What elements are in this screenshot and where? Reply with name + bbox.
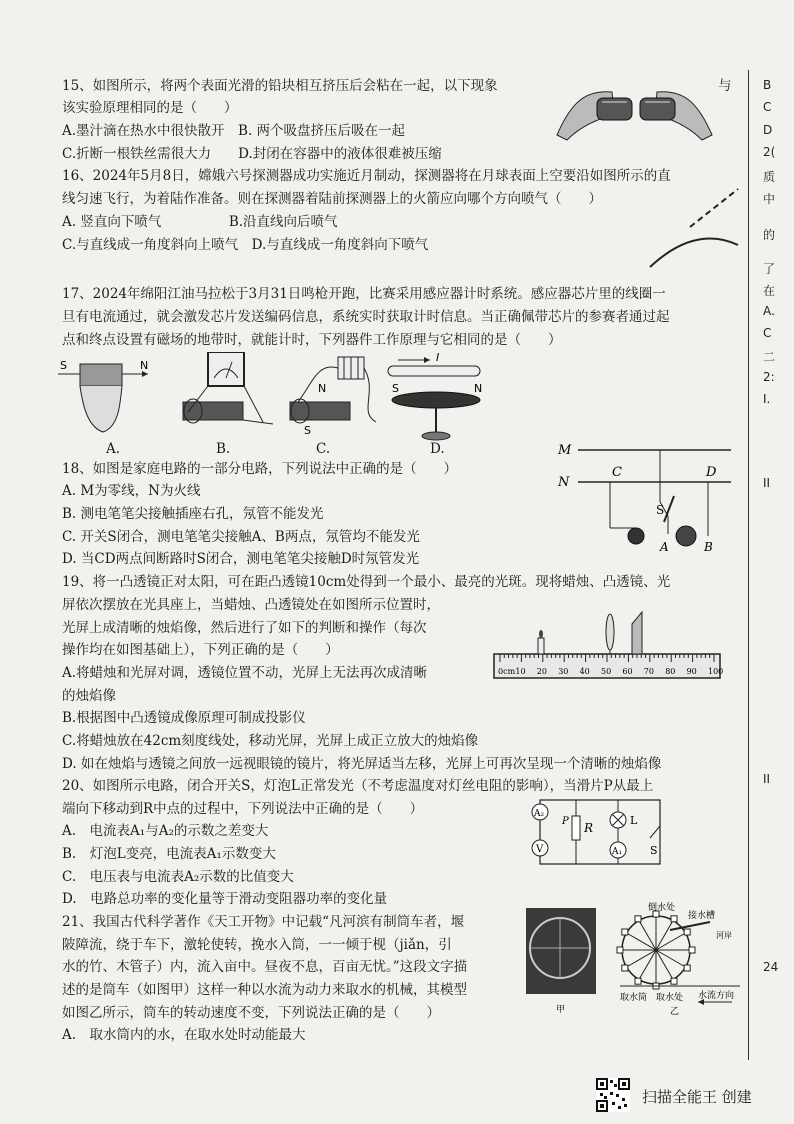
q18-fig-s: S <box>656 503 665 517</box>
q16-moon-trajectory-figure <box>640 185 740 270</box>
q21-line4: 述的是筒车（如图甲）这样一种以水流为动力来取水的机械，其模型 <box>62 982 467 998</box>
q20-option-c: C. 电压表与电流表A₂示数的比值变大 <box>62 869 294 885</box>
q17-fig-d-i: I <box>436 352 440 364</box>
ruler-label: 20 <box>536 667 547 676</box>
q17-fig-d-s: S <box>392 382 399 395</box>
wheel-bucket <box>684 929 690 935</box>
q15-line2: 该实验原理相同的是（ ） <box>62 100 238 116</box>
rc-16: 24 <box>763 960 779 974</box>
q17-fig-a <box>58 359 148 432</box>
q17-line1: 17、2024年绵阳江油马拉松于3月31日鸣枪开跑，比赛采用感应器计时系统。感应器芯片里的线圈一 <box>62 286 666 302</box>
wheel-bucket <box>622 929 628 935</box>
q18-fig-n: N <box>558 475 570 490</box>
q17-label-d: D. <box>430 441 445 457</box>
ruler-label: 70 <box>643 667 654 676</box>
q16-options-ab: A. 竖直向下喷气 B.沿直线向后喷气 <box>62 214 338 230</box>
wheel-bucket <box>684 965 690 971</box>
q20-circuit-figure <box>522 796 672 872</box>
q19-option-a1: A.将蜡烛和光屏对调，透镜位置不动，光屏上无法再次成清晰 <box>62 665 428 681</box>
ruler-label: 30 <box>558 667 569 676</box>
rc-9: A. <box>763 304 775 318</box>
q20-line1: 20、如图所示电路，闭合开关S，灯泡L正常发光（不考虑温度对灯丝电阻的影响），当滑片P从最上 <box>62 778 654 794</box>
q17-fig-c <box>290 357 376 437</box>
rc-12: 2: <box>763 370 775 384</box>
q20-option-a: A. 电流表A₁与A₂的示数之差变大 <box>62 823 269 839</box>
rc-5: 中 <box>763 192 776 206</box>
rc-15: II <box>763 772 771 786</box>
q17-fig-c-n: N <box>318 382 327 395</box>
q21-fig-yi: 乙 <box>670 1007 680 1016</box>
q21-fig-flow: 水流方向 <box>698 991 735 1001</box>
q17-fig-d-n: N <box>474 382 483 395</box>
q17-fig-d <box>388 352 482 440</box>
rc-10: C <box>763 326 772 340</box>
qr-code-icon <box>596 1078 630 1112</box>
q20-fig-p: P <box>562 816 569 827</box>
q19-line1: 19、将一凸透镜正对太阳，可在距凸透镜10cm处得到一个最小、最亮的光斑。现将蜡烛、凸透镜、光 <box>62 574 671 590</box>
wheel-bucket <box>635 978 641 984</box>
q17-label-a: A. <box>106 441 121 457</box>
q15-line1: 15、如图所示，将两个表面光滑的铅块相互挤压后会粘在一起，以下现象 <box>62 78 498 94</box>
q21-fig-top: 倒水处 <box>648 903 676 913</box>
q17-fig-c-s: S <box>304 424 311 437</box>
rc-13: I. <box>763 392 771 406</box>
wheel-bucket <box>635 916 641 922</box>
q18-line1: 18、如图是家庭电路的一部分电路，下列说法中正确的是（ ） <box>62 461 458 477</box>
q15-line1-tail: 与 <box>718 78 732 94</box>
wheel-bucket <box>689 947 695 953</box>
q18-option-d: D. 当CD两点间断路时S闭合，测电笔笔尖接触D时氖管发光 <box>62 551 420 567</box>
q20-fig-a1: A₁ <box>612 847 623 857</box>
q20-fig-a2: A₂ <box>534 809 545 819</box>
rc-4: 质 <box>763 170 776 184</box>
q21-water-wheel-figure <box>520 900 742 1016</box>
q19-option-a2: 的烛焰像 <box>62 688 116 704</box>
wheel-bucket <box>671 916 677 922</box>
rc-2: D <box>763 123 773 137</box>
wheel-bucket <box>671 978 677 984</box>
q20-line2: 端向下移动到R中点的过程中，下列说法中正确的是（ ） <box>62 801 424 817</box>
q17-fig-a-n: N <box>140 359 149 372</box>
q20-fig-v: V <box>536 844 544 855</box>
q20-fig-l: L <box>630 814 638 827</box>
q17-label-b: B. <box>216 441 231 457</box>
wheel-bucket <box>622 965 628 971</box>
q19-optical-bench-figure <box>492 608 724 690</box>
wheel-bucket <box>617 947 623 953</box>
q17-line2: 旦有电流通过，就会激发芯片发送编码信息，系统实时获取计时信息。当正确佩带芯片的参赛者通过起 <box>62 309 670 325</box>
q15-options-cd: C.折断一根铁丝需很大力 D.封闭在容器中的液体很难被压缩 <box>62 146 442 162</box>
q21-line1: 21、我国古代科学著作《天工开物》中记载“凡河滨有制筒车者，堰 <box>62 914 465 930</box>
q18-option-a: A. M为零线，N为火线 <box>62 483 201 499</box>
rc-3: 2( <box>763 145 776 159</box>
q16-options-cd: C.与直线成一角度斜向上喷气 D.与直线成一角度斜向下喷气 <box>62 237 429 253</box>
q20-fig-r: R <box>584 821 594 835</box>
q19-line3: 光屏上成清晰的烛焰像，然后进行了如下的判断和操作（每次 <box>62 620 427 636</box>
q21-fig-jia: 甲 <box>556 1005 566 1015</box>
ruler-label: 90 <box>686 667 697 676</box>
q20-fig-s: S <box>650 844 658 857</box>
ruler-label: 50 <box>601 667 612 676</box>
q19-line4: 操作均在如图基础上），下列正确的是（ ） <box>62 642 339 658</box>
q18-option-b: B. 测电笔笔尖接触插座右孔，氖管不能发光 <box>62 506 324 522</box>
rc-7: 了 <box>763 262 776 276</box>
ruler-label: 40 <box>579 667 590 676</box>
q21-fig-bottom2: 取水处 <box>656 993 684 1003</box>
rc-11: 二 <box>763 350 776 364</box>
q18-fig-d: D <box>706 465 717 480</box>
q18-fig-a: A <box>660 540 669 554</box>
q18-household-circuit-figure <box>556 436 736 554</box>
rc-6: 的 <box>763 228 776 242</box>
q19-option-d: D. 如在烛焰与透镜之间放一远视眼镜的镜片，将光屏适当左移，光屏上可再次呈现一个清晰的烛焰像 <box>62 756 662 772</box>
q15-options-ab: A.墨汁滴在热水中很快散开 B. 两个吸盘挤压后吸在一起 <box>62 123 406 139</box>
ruler-label: 10 <box>515 667 526 676</box>
ruler-label: 80 <box>665 667 676 676</box>
q16-line1: 16、2024年5月8日，嫦娥六号探测器成功实施近月制动，探测器将在月球表面上空要沿如图所示的直 <box>62 168 671 184</box>
q21-line3: 水的竹、木管子）内，流入亩中。昼夜不息，百亩无忧。”这段文字描 <box>62 959 468 975</box>
q21-fig-inlet: 接水槽 <box>688 911 716 921</box>
rc-1: C <box>763 100 772 114</box>
right-cutoff-column <box>748 70 794 1060</box>
q17-line3: 点和终点设置有磁场的地带时，就能计时，下列器件工作原理与它相同的是（ ） <box>62 332 562 348</box>
rc-0: B <box>763 78 772 92</box>
q21-line2: 陂障流，绕于车下，激轮使转，挽水入筒，一一倾于枧（jiǎn，引 <box>62 937 452 953</box>
q18-fig-m: M <box>558 443 572 458</box>
q17-label-c: C. <box>316 441 331 457</box>
q21-line5: 如图乙所示，筒车的转动速度不变，下列说法正确的是（ ） <box>62 1005 440 1021</box>
ruler-label: 60 <box>622 667 633 676</box>
q15-lead-blocks-figure <box>552 80 717 142</box>
q21-option-a: A. 取水筒内的水，在取水处时动能最大 <box>62 1027 306 1043</box>
q21-fig-river: 河岸 <box>716 931 732 940</box>
q19-option-c: C.将蜡烛放在42cm刻度线处，移动光屏，光屏上成正立放大的烛焰像 <box>62 733 479 749</box>
q18-fig-c: C <box>612 465 622 480</box>
q17-fig-a-s: S <box>60 359 67 372</box>
q16-line2: 线匀速飞行，为着陆作准备。则在探测器着陆前探测器上的火箭应向哪个方向喷气（ ） <box>62 191 602 207</box>
q20-option-b: B. 灯泡L变亮，电流表A₁示数变大 <box>62 846 276 862</box>
rc-14: II <box>763 476 771 490</box>
ruler-label: 100 <box>708 667 724 676</box>
q18-fig-b: B <box>704 540 713 554</box>
scanner-watermark: 扫描全能王 创建 <box>642 1088 752 1106</box>
q21-fig-bottom1: 取水筒 <box>620 993 648 1003</box>
rc-8: 在 <box>763 284 776 298</box>
ruler-label: 0cm <box>498 667 516 676</box>
q19-option-b: B.根据图中凸透镜成像原理可制成投影仪 <box>62 710 306 726</box>
q19-line2: 屏依次摆放在光具座上，当蜡烛、凸透镜处在如图所示位置时， <box>62 597 440 613</box>
q17-fig-b <box>183 352 273 424</box>
q20-option-d: D. 电路总功率的变化量等于滑动变阻器功率的变化量 <box>62 891 388 907</box>
q18-option-c: C. 开关S闭合，测电笔笔尖接触A、B两点，氖管均不能发光 <box>62 529 420 545</box>
